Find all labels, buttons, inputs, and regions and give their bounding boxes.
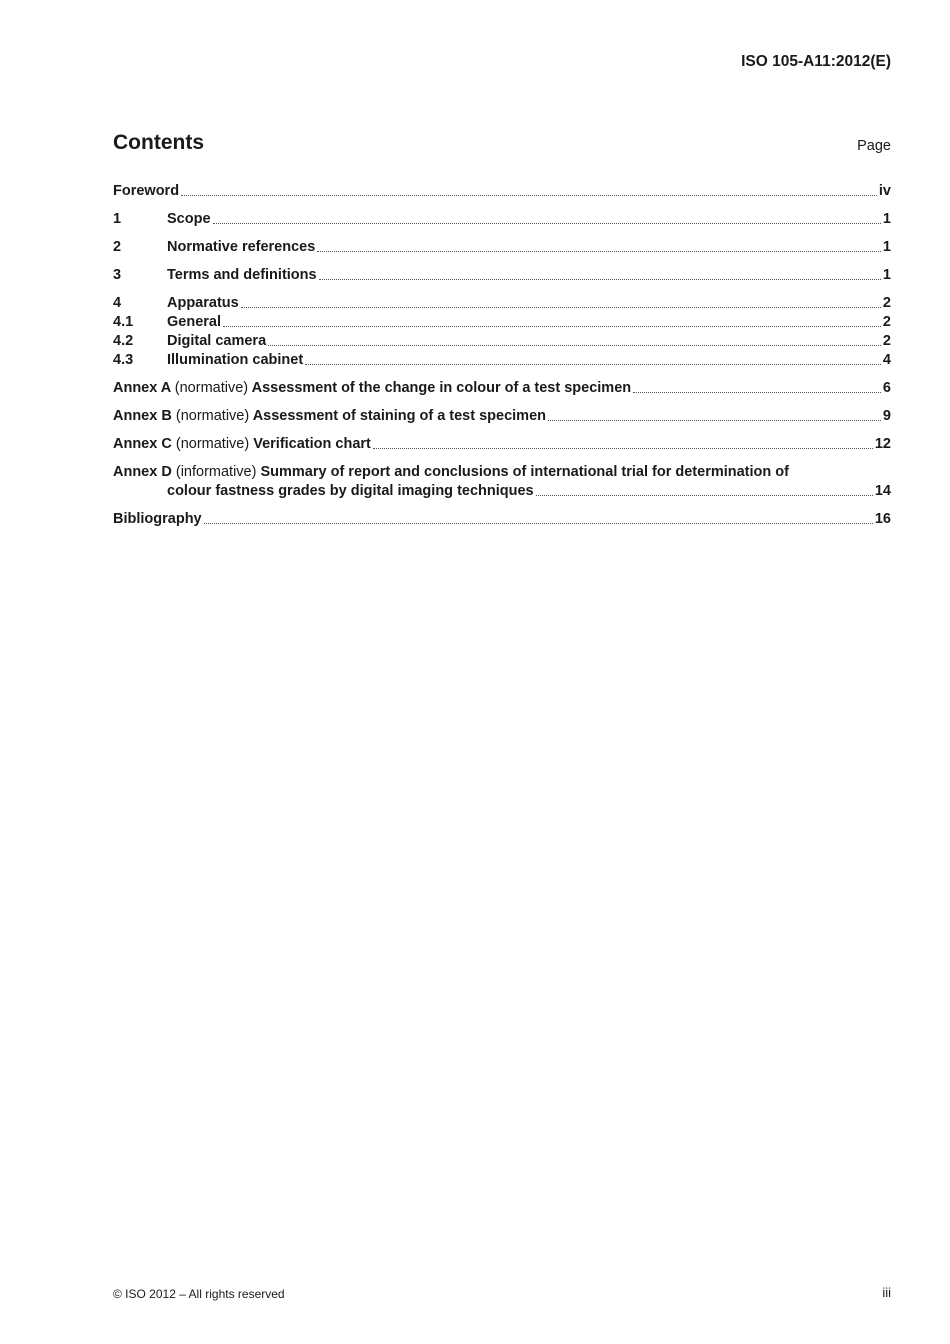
toc-entry-page: 1 <box>882 239 891 255</box>
table-of-contents <box>113 182 891 529</box>
annex-title: Assessment of staining of a test specimen <box>252 408 546 424</box>
toc-entry-apparatus[interactable] <box>113 294 891 313</box>
toc-entry-page: 12 <box>874 436 891 452</box>
toc-entry-title: Terms and definitions <box>167 267 317 283</box>
toc-entry-number: 3 <box>113 267 122 283</box>
toc-entry-page: 4 <box>882 352 891 368</box>
toc-entry-page: 16 <box>874 511 891 527</box>
annex-label: Annex A <box>113 380 171 396</box>
toc-entry-bibliography[interactable] <box>113 510 891 529</box>
toc-entry-title: Apparatus <box>167 295 239 311</box>
toc-entry-page: 2 <box>882 333 891 349</box>
toc-entry-number: 4.2 <box>113 333 134 349</box>
annex-label: Annex D <box>113 464 172 480</box>
toc-entry-annex-d[interactable] <box>113 463 891 501</box>
toc-entry-number: 4.1 <box>113 314 134 330</box>
toc-entry-annex-c[interactable] <box>113 435 891 454</box>
dot-leader <box>548 420 881 421</box>
annex-type: (informative) <box>175 464 257 480</box>
annex-label: Annex C <box>113 436 172 452</box>
annex-type: (normative) <box>175 436 250 452</box>
toc-entry-page: iv <box>878 183 891 199</box>
toc-entry-title: Normative references <box>167 239 316 255</box>
toc-entry-digital-camera[interactable] <box>113 332 891 351</box>
dot-leader <box>317 251 881 252</box>
annex-label: Annex B <box>113 408 172 424</box>
annex-title-line1: Summary of report and conclusions of international trial for determination of <box>260 464 789 480</box>
dot-leader <box>536 495 873 496</box>
contents-heading: Contents <box>113 131 204 154</box>
toc-entry-general[interactable] <box>113 313 891 332</box>
dot-leader <box>223 326 881 327</box>
annex-title-line2: colour fastness grades by digital imaging techniques <box>167 483 534 499</box>
toc-entry-title: Illumination cabinet <box>167 352 304 368</box>
toc-entry-title: Foreword <box>113 183 180 199</box>
toc-entry-title: Digital camera <box>167 333 267 349</box>
dot-leader <box>204 523 873 524</box>
toc-entry-title: Bibliography <box>113 511 202 527</box>
dot-leader <box>268 345 881 346</box>
toc-entry-page: 1 <box>882 267 891 283</box>
dot-leader <box>373 448 873 449</box>
toc-entry-title: Scope <box>167 211 211 227</box>
toc-entry-scope[interactable] <box>113 210 891 229</box>
copyright-notice: © ISO 2012 – All rights reserved <box>113 1287 285 1301</box>
toc-entry-page: 6 <box>882 380 891 396</box>
dot-leader <box>319 279 881 280</box>
toc-entry-page: 2 <box>882 295 891 311</box>
page-number: iii <box>882 1285 891 1300</box>
dot-leader <box>305 364 881 365</box>
dot-leader <box>213 223 881 224</box>
toc-entry-number: 2 <box>113 239 122 255</box>
dot-leader <box>241 307 881 308</box>
toc-entry-page: 14 <box>874 483 891 499</box>
annex-title: Verification chart <box>253 436 371 452</box>
toc-entry-annex-b[interactable] <box>113 407 891 426</box>
page-column-label: Page <box>857 138 891 154</box>
annex-title: Assessment of the change in colour of a test specimen <box>251 380 632 396</box>
toc-entry-page: 2 <box>882 314 891 330</box>
toc-entry-number: 1 <box>113 211 122 227</box>
toc-entry-page: 9 <box>882 408 891 424</box>
toc-entry-page: 1 <box>882 211 891 227</box>
dot-leader <box>181 195 877 196</box>
toc-entry-number: 4.3 <box>113 352 134 368</box>
toc-entry-illumination-cabinet[interactable] <box>113 351 891 370</box>
toc-entry-terms-and-definitions[interactable] <box>113 266 891 285</box>
document-id: ISO 105-A11:2012(E) <box>741 53 891 70</box>
toc-entry-annex-a[interactable] <box>113 379 891 398</box>
toc-entry-foreword[interactable] <box>113 182 891 201</box>
toc-entry-title: General <box>167 314 221 330</box>
dot-leader <box>633 392 881 393</box>
toc-entry-number: 4 <box>113 295 122 311</box>
annex-type: (normative) <box>175 408 250 424</box>
annex-type: (normative) <box>174 380 249 396</box>
toc-entry-normative-references[interactable] <box>113 238 891 257</box>
